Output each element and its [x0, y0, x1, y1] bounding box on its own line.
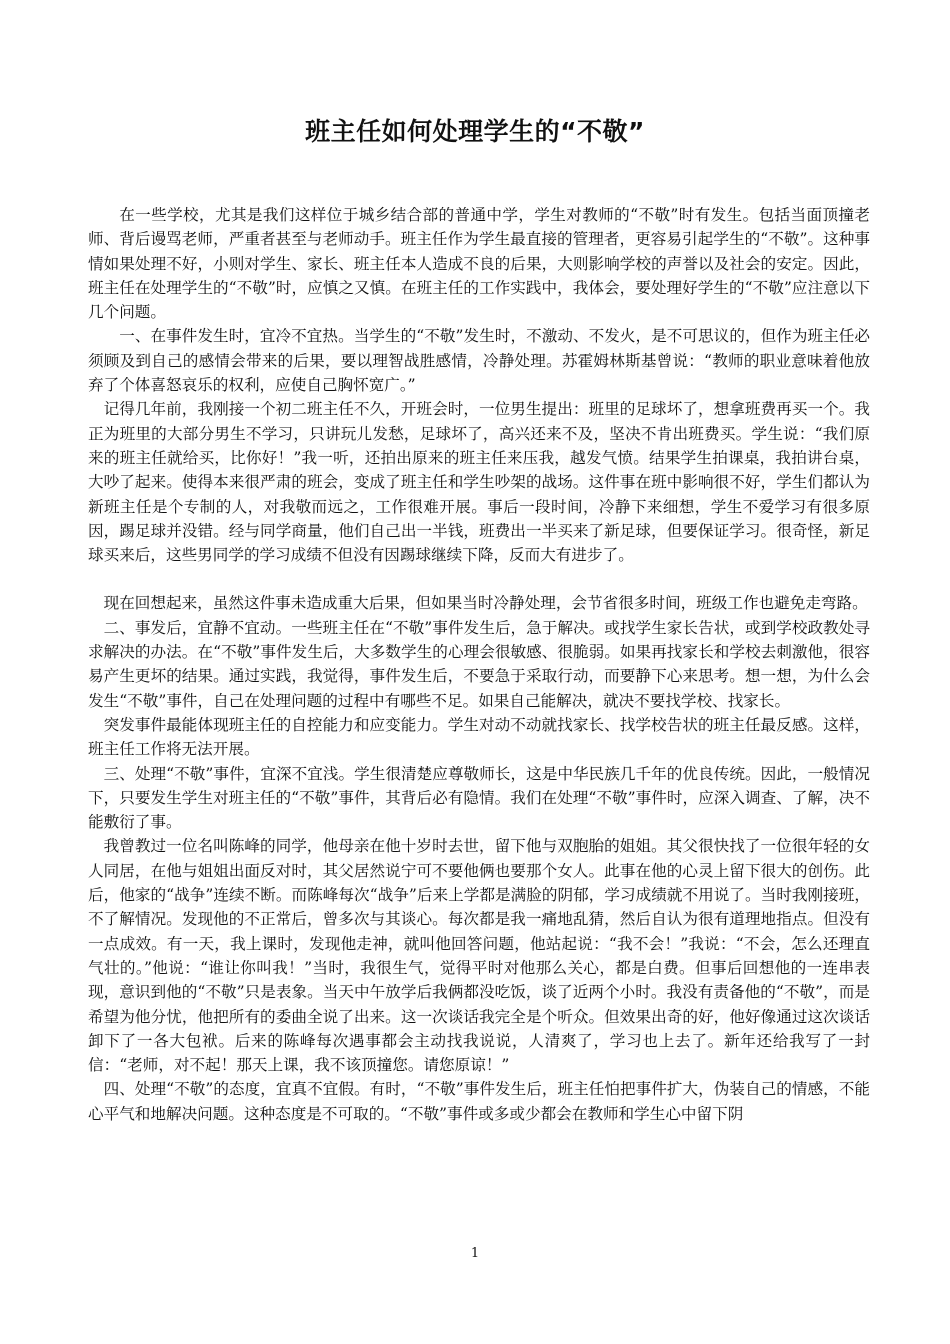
paragraph-point-2: 二、事发后，宜静不宜动。一些班主任在“不敬”事件发生后，急于解决。或找学生家长告状，或到学校政教处寻求解决的办法。在“不敬”事件发生后，大多数学生的心理会很敏感、很脆弱。如果再找家长和学校去刺激他，很容易产生更坏的结果。通过实践，我觉得，事件发生后，不要急于采取行动，而要静下心来思考。想一想，为什么会发生“不敬”事件，自己在处理问题的过程中有哪些不足。如果自己能解决，就决不要找学校、找家长。 [88, 618, 870, 710]
paragraph-intro: 在一些学校，尤其是我们这样位于城乡结合部的普通中学，学生对教师的“不敬”时有发生。包括当面顶撞老师、背后谩骂老师，严重者甚至与老师动手。班主任作为学生最直接的管理者，更容易引起学生的“不敬”。这种事情如果处理不好，小则对学生、家长、班主任本人造成不良的后果，大则影响学校的声誉以及社会的安定。因此，班主任在处理学生的“不敬”时，应慎之又慎。在班主任的工作实践中，我体会，要处理好学生的“不敬”应注意以下几个问题。 [88, 206, 870, 322]
paragraph-story-1: 记得几年前，我刚接一个初二班主任不久，开班会时，一位男生提出：班里的足球坏了，想拿班费再买一个。我正为班里的大部分男生不学习，只讲玩儿发愁，足球坏了，高兴还来不及，坚决不肯出班费买。学生说：“我们原来的班主任就给买，比你好！”我一听，还拍出原来的班主任来压我，越发气愤。结果学生拍课桌，我拍讲台桌，大吵了起来。使得本来很严肃的班会，变成了班主任和学生吵架的战场。这件事在班中影响很不好，学生们都认为新班主任是个专制的人，对我敬而远之，工作很难开展。事后一段时间，冷静下来细想，学生不爱学习有很多原因，踢足球并没错。经与同学商量，他们自己出一半钱，班费出一半买来了新足球，但要保证学习。很奇怪，新足球买来后，这些男同学的学习成绩不但没有因踢球继续下降，反而大有进步了。 [88, 400, 870, 565]
paragraph-story-2: 我曾教过一位名叫陈峰的同学，他母亲在他十岁时去世，留下他与双胞胎的姐姐。其父很快找了一位很年轻的女人同居，在他与姐姐出面反对时，其父居然说宁可不要他俩也要那个女人。此事在他的心灵上留下很大的创伤。此后，他家的“战争”连续不断。而陈峰每次“战争”后来上学都是满脸的阴郁，学习成绩就不用说了。当时我刚接班，不了解情况。发现他的不正常后，曾多次与其谈心。每次都是我一痛地乱猜，然后自认为很有道理地指点。但没有一点成效。有一天，我上课时，发现他走神，就叫他回答问题，他站起说：“我不会！”我说：“不会，怎么还理直气壮的。”他说：“谁让你叫我！”当时，我很生气，觉得平时对他那么关心，都是白费。但事后回想他的一连串表现，意识到他的“不敬”只是表象。当天中午放学后我俩都没吃饭，谈了近两个小时。我没有责备他的“不敬”，而是希望为他分忧，他把所有的委曲全说了出来。这一次谈话我完全是个听众。但效果出奇的好，他好像通过这次谈话卸下了一各大包袱。后来的陈峰每次遇事都会主动找我说说，人清爽了，学习也上去了。新年还给我写了一封信：“老师，对不起！那天上课，我不该顶撞您。请您原谅！” [88, 837, 870, 1075]
paragraph-point-3: 三、处理“不敬”事件，宜深不宜浅。学生很清楚应尊敬师长，这是中华民族几千年的优良传统。因此，一般情况下，只要发生学生对班主任的“不敬”事件，其背后必有隐情。我们在处理“不敬”事件时，应深入调查、了解，决不能敷衍了事。 [88, 764, 870, 832]
paragraph-point-1: 一、在事件发生时，宜冷不宜热。当学生的“不敬”发生时，不激动、不发火，是不可思议的，但作为班主任必须顾及到自己的感情会带来的后果，要以理智战胜感情，冷静处理。苏霍姆林斯基曾说：“教师的职业意味着他放弃了个体喜怒哀乐的权利，应使自己胸怀宽广。” [88, 327, 870, 395]
page-number: 1 [470, 1246, 480, 1261]
paragraph-point-2-note: 突发事件最能体现班主任的自控能力和应变能力。学生对动不动就找家长、找学校告状的班主任最反感。这样，班主任工作将无法开展。 [88, 715, 870, 759]
document-title: 班主任如何处理学生的“不敬” [305, 117, 645, 146]
paragraph-reflection: 现在回想起来，虽然这件事未造成重大后果，但如果当时冷静处理，会节省很多时间，班级工作也避免走弯路。 [103, 594, 868, 613]
paragraph-point-4: 四、处理“不敬”的态度，宜真不宜假。有时，“不敬”事件发生后，班主任怕把事件扩大，伪装自己的情感，不能心平气和地解决问题。这种态度是不可取的。“不敬”事件或多或少都会在教师和学生心中留下阴 [88, 1080, 870, 1123]
document-body [88, 203, 870, 1126]
